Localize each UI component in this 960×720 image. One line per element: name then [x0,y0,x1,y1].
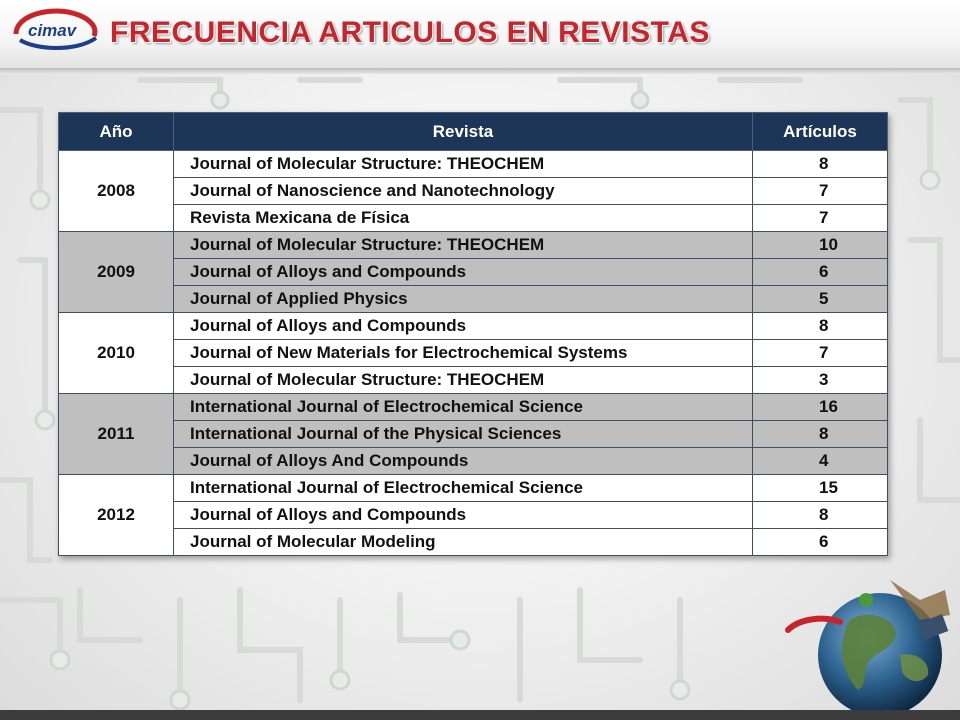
table-row [59,394,888,421]
article-count-cell: 7 [753,340,888,367]
cimav-logo [6,4,106,56]
table-row [59,286,888,313]
table-row [59,340,888,367]
table-header-row [59,113,888,151]
column-header-year: Año [59,113,174,151]
article-count-cell: 4 [753,448,888,475]
article-count-cell: 5 [753,286,888,313]
table-row [59,421,888,448]
table-row [59,502,888,529]
article-count-cell: 8 [753,502,888,529]
article-count-cell: 6 [753,529,888,556]
journal-cell: Journal of New Materials for Electrochemical Systems [174,340,753,367]
journal-cell: Journal of Alloys and Compounds [174,313,753,340]
frequency-table [58,112,888,556]
article-count-cell: 6 [753,259,888,286]
article-count-cell: 10 [753,232,888,259]
year-cell: 2009 [59,232,174,313]
article-count-cell: 8 [753,421,888,448]
journal-cell: International Journal of Electrochemical Science [174,475,753,502]
table-row [59,205,888,232]
year-cell: 2012 [59,475,174,556]
journal-cell: International Journal of the Physical Sciences [174,421,753,448]
journal-cell: Revista Mexicana de Física [174,205,753,232]
year-cell: 2008 [59,151,174,232]
table-row [59,232,888,259]
table-row [59,367,888,394]
year-cell: 2011 [59,394,174,475]
table-row [59,529,888,556]
table-row [59,151,888,178]
article-count-cell: 7 [753,205,888,232]
journal-cell: Journal of Molecular Structure: THEOCHEM [174,151,753,178]
journal-cell: Journal of Molecular Structure: THEOCHEM [174,232,753,259]
journal-cell: Journal of Molecular Structure: THEOCHEM [174,367,753,394]
table-row [59,178,888,205]
globe-illustration [770,560,960,720]
table-row [59,448,888,475]
journal-cell: Journal of Applied Physics [174,286,753,313]
journal-cell: Journal of Molecular Modeling [174,529,753,556]
journal-cell: International Journal of Electrochemical Science [174,394,753,421]
article-count-cell: 16 [753,394,888,421]
journal-cell: Journal of Alloys And Compounds [174,448,753,475]
table-row [59,475,888,502]
header-divider [0,68,960,74]
article-count-cell: 3 [753,367,888,394]
article-count-cell: 8 [753,151,888,178]
logo-text: cimav [28,21,77,40]
article-count-cell: 15 [753,475,888,502]
bottom-bar [0,710,960,720]
column-header-journal: Revista [174,113,753,151]
table-row [59,313,888,340]
column-header-articles: Artículos [753,113,888,151]
journal-cell: Journal of Alloys and Compounds [174,502,753,529]
page-title: FRECUENCIA ARTICULOS EN REVISTAS [110,16,710,49]
table-row [59,259,888,286]
year-cell: 2010 [59,313,174,394]
journal-cell: Journal of Alloys and Compounds [174,259,753,286]
journal-cell: Journal of Nanoscience and Nanotechnology [174,178,753,205]
article-count-cell: 8 [753,313,888,340]
article-count-cell: 7 [753,178,888,205]
